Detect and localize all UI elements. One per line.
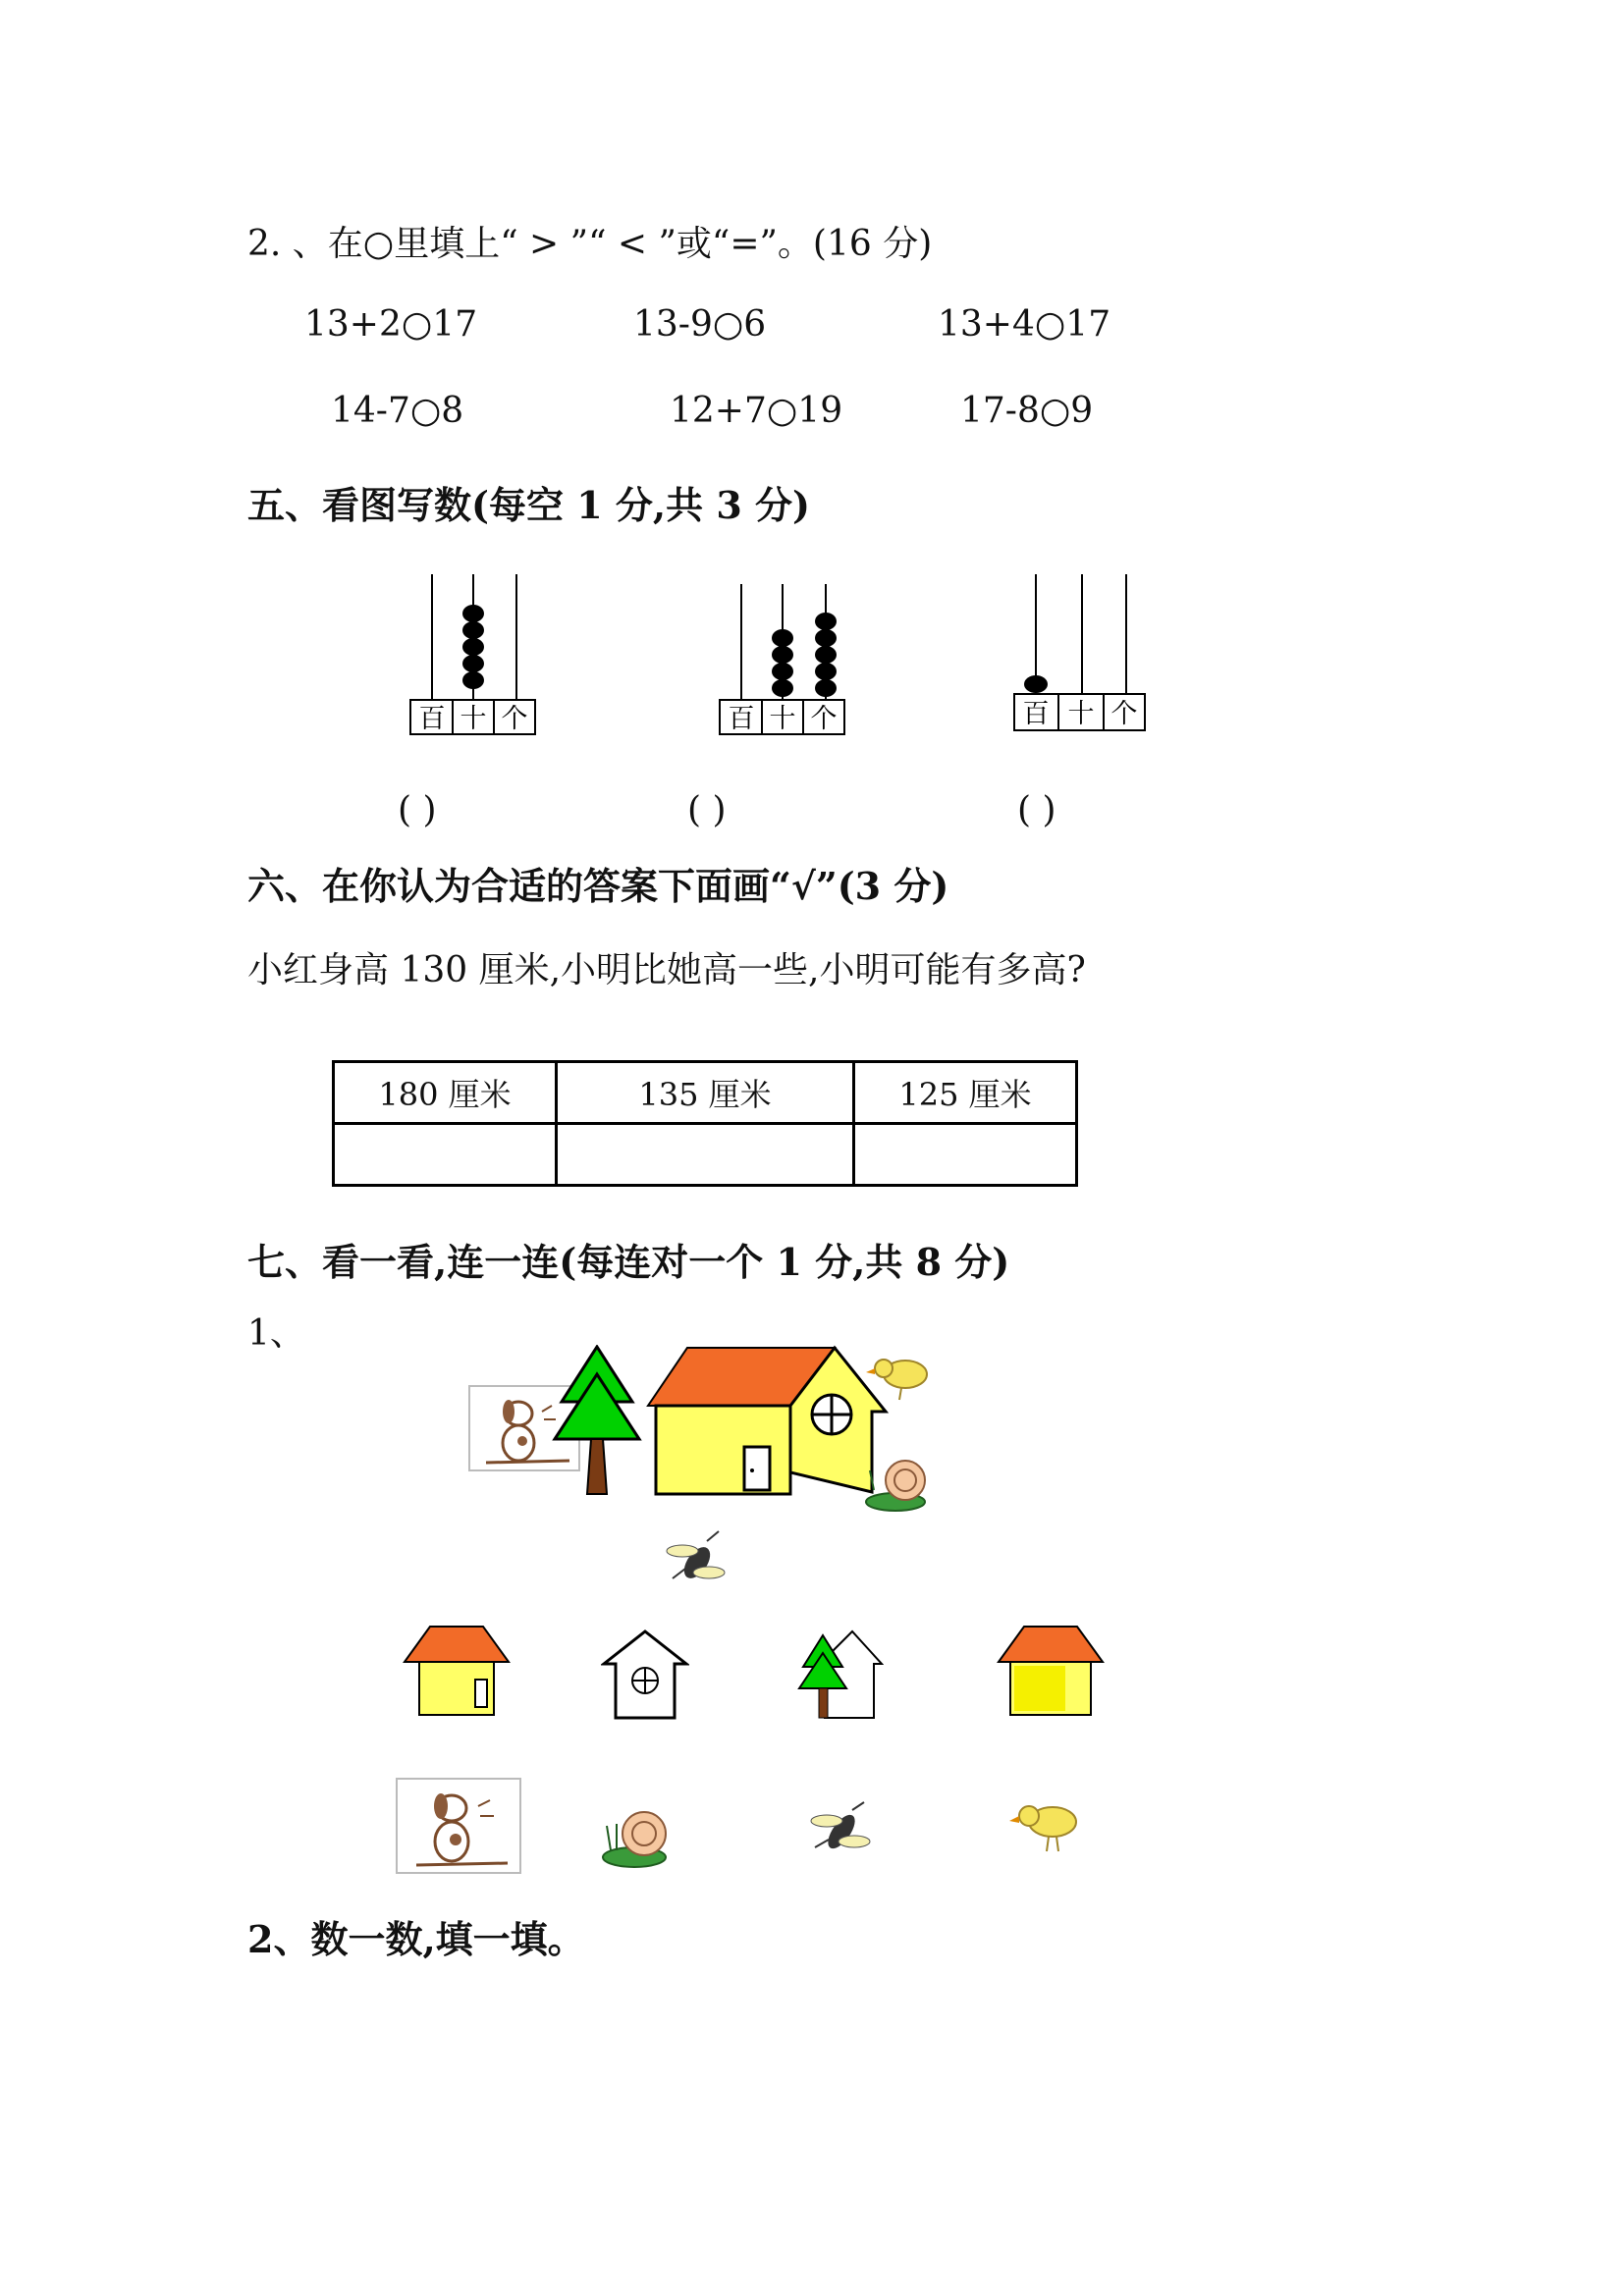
part1-label: 1、 (247, 1313, 305, 1354)
abacus-1-tens-beads (462, 605, 484, 689)
scene-picture (461, 1345, 952, 1594)
answer-blank-3[interactable]: ( ) (1017, 790, 1056, 830)
place-label-tens: 十 (1067, 699, 1095, 729)
place-label-hundreds: 百 (1022, 699, 1050, 729)
answer-blank-2[interactable]: ( ) (687, 790, 727, 830)
place-label-hundreds: 百 (418, 704, 446, 734)
dog-icon-bottom[interactable] (395, 1777, 522, 1879)
abacus-2 (717, 584, 849, 740)
height-options-table (332, 1060, 1078, 1187)
abacus-2-ones-beads (815, 613, 837, 697)
outline-house-window[interactable] (601, 1629, 689, 1727)
chick-icon-bottom[interactable] (1003, 1796, 1082, 1864)
fly-icon (667, 1531, 725, 1582)
section6-heading: 六、在你认为合适的答案下面画“√”(3 分) (247, 864, 949, 908)
snail-icon (866, 1461, 925, 1511)
abacus-2-tens-beads (772, 629, 793, 697)
place-label-tens: 十 (769, 704, 796, 734)
check-cell-125[interactable] (854, 1124, 1077, 1186)
section6-question: 小红身高 130 厘米,小明比她高一些,小明可能有多高? (247, 950, 1086, 990)
fly-icon-bottom[interactable] (807, 1796, 876, 1869)
place-label-ones: 个 (501, 704, 528, 734)
chick-icon (866, 1360, 927, 1400)
option-125: 125 厘米 (854, 1062, 1077, 1124)
check-cell-135[interactable] (557, 1124, 854, 1186)
answer-blank-1[interactable]: ( ) (398, 790, 437, 830)
abacus-1 (407, 574, 540, 740)
q2-title (247, 216, 932, 266)
check-cell-180[interactable] (334, 1124, 557, 1186)
tree-house-outline[interactable] (795, 1629, 884, 1727)
option-180: 180 厘米 (334, 1062, 557, 1124)
part2-label: 2、数一数,填一填。 (247, 1917, 585, 1961)
expression-6: 17-8○9 (960, 391, 1094, 431)
expression-3: 13+4○17 (938, 304, 1111, 345)
place-label-ones: 个 (1110, 699, 1138, 729)
section5-heading: 五、看图写数(每空 1 分,共 3 分) (247, 483, 810, 527)
abacus-3-hundreds-beads (1024, 675, 1048, 693)
place-label-tens: 十 (460, 704, 487, 734)
orange-roof-house-door[interactable] (403, 1625, 511, 1722)
expression-4: 14-7○8 (331, 391, 464, 431)
place-label-hundreds: 百 (728, 704, 755, 734)
section7-heading: 七、看一看,连一连(每连对一个 1 分,共 8 分) (247, 1240, 1010, 1284)
option-135: 135 厘米 (557, 1062, 854, 1124)
yellow-box-house[interactable] (997, 1625, 1105, 1722)
expression-1: 13+2○17 (304, 304, 478, 345)
q2-instructions: 、在○里填上“ > ”“ < ”或“=”。(16 分) (292, 224, 933, 264)
expression-5: 12+7○19 (670, 391, 843, 431)
q2-number: 2. (247, 224, 293, 264)
snail-icon-bottom[interactable] (599, 1796, 677, 1879)
tree-icon (555, 1347, 639, 1494)
place-label-ones: 个 (810, 704, 838, 734)
abacus-3 (1011, 574, 1149, 740)
expression-2: 13-9○6 (633, 304, 767, 345)
house-icon (648, 1348, 886, 1494)
